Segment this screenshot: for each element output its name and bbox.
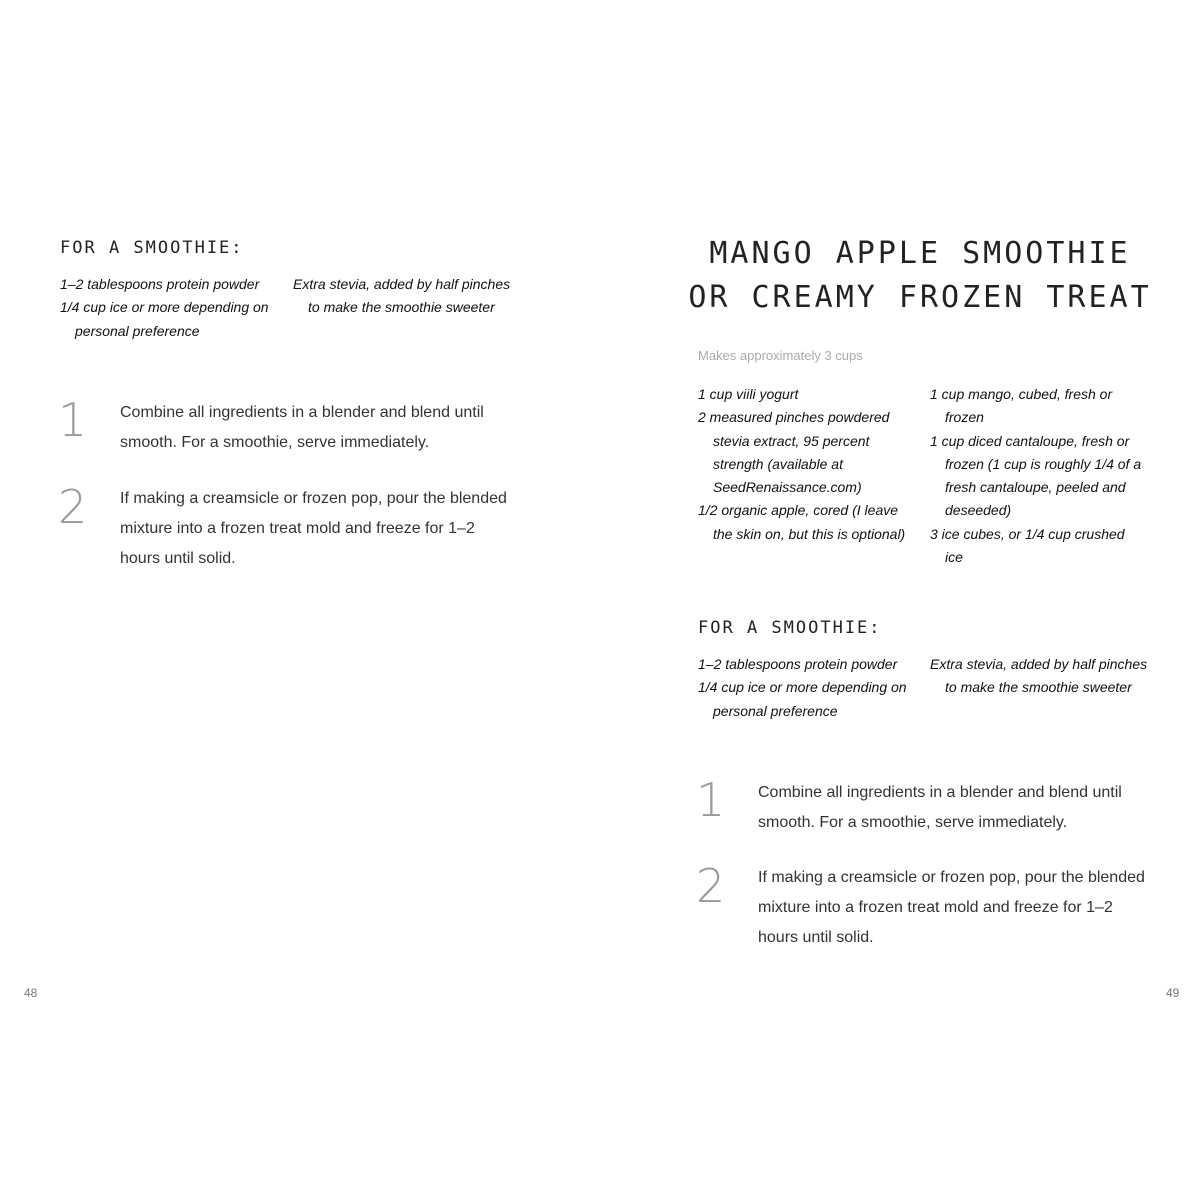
step-number: 1 (696, 773, 726, 827)
smoothie-ingredients-col2 (930, 653, 1150, 700)
step-text: Combine all ingredients in a blender and blend until smooth. For a smoothie, serve immediately. (758, 784, 1122, 831)
page-number: 48 (24, 986, 38, 1000)
ingredients-col2 (930, 383, 1145, 569)
ingredient: Extra stevia, added by half pinches to make the smoothie sweeter (930, 656, 1148, 696)
ingredient: 1/4 cup ice or more depending on personal preference (60, 299, 269, 339)
ingredient: 1 cup diced cantaloupe, fresh or frozen (1 cup is roughly 1/4 of a fresh cantaloupe, peeled and deseeded) (930, 432, 1142, 519)
step-number: 2 (58, 480, 88, 534)
ingredient: 1 cup mango, cubed, fresh or frozen (930, 386, 1113, 426)
ingredient: 2 measured pinches powdered stevia extract, 95 percent strength (available at SeedRenaissance.com) (698, 409, 890, 496)
ingredients-col1 (698, 383, 913, 546)
step-text: Combine all ingredients in a blender and blend until smooth. For a smoothie, serve immediately. (120, 404, 484, 451)
ingredient: 3 ice cubes, or 1/4 cup crushed ice (930, 525, 1125, 566)
ingredient: 1–2 tablespoons protein powder (60, 276, 260, 292)
ingredient: 1/4 cup ice or more depending on personal preference (698, 679, 907, 719)
ingredient: 1/2 organic apple, cored (I leave the skin on, but this is optional) (698, 502, 906, 542)
ingredient: 1 cup viili yogurt (698, 386, 799, 402)
step-number: 1 (58, 393, 88, 447)
smoothie-ingredients-col2 (293, 273, 518, 320)
step-text: If making a creamsicle or frozen pop, pour the blended mixture into a frozen treat mold and freeze for 1–2 hours until solid. (758, 869, 1145, 946)
recipe-yield: Makes approximately 3 cups (698, 348, 863, 363)
ingredient: 1–2 tablespoons protein powder (698, 656, 898, 672)
recipe-title (670, 232, 1170, 320)
smoothie-ingredients-col1 (698, 653, 913, 723)
step-text: If making a creamsicle or frozen pop, pour the blended mixture into a frozen treat mold and freeze for 1–2 hours until solid. (120, 490, 507, 567)
step-number: 2 (696, 859, 726, 913)
smoothie-heading: FOR A SMOOTHIE: (698, 618, 882, 638)
page-number: 49 (1166, 986, 1180, 1000)
title-line: OR CREAMY FROZEN TREAT (688, 280, 1152, 315)
smoothie-heading: FOR A SMOOTHIE: (60, 238, 244, 258)
ingredient: Extra stevia, added by half pinches to make the smoothie sweeter (293, 276, 511, 316)
smoothie-ingredients-col1 (60, 273, 280, 343)
title-line: MANGO APPLE SMOOTHIE (709, 236, 1131, 271)
